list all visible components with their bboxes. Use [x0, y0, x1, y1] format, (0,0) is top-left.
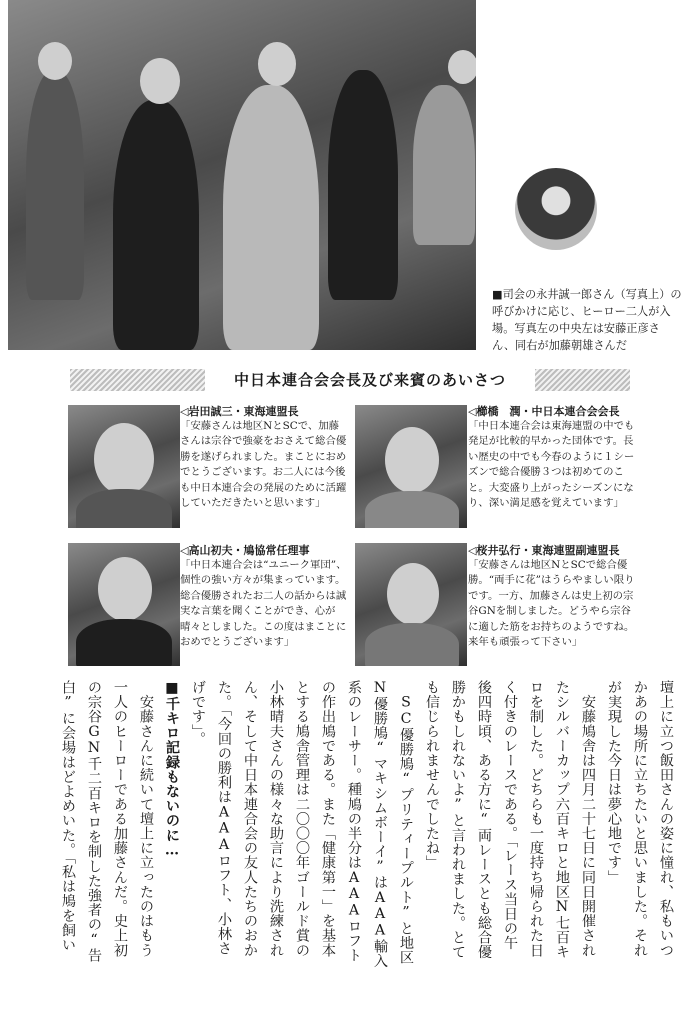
- body-column: SC優勝鳩“プリティープルト”と地区: [398, 680, 414, 965]
- speaker-text-sakurai: 「安藤さんは地区NとSCで総合優勝。“両手に花”はうらやましい限りです。一方、加藤さんは史上初の宗谷GNを制しました。どうやら宗谷に適した筋をお持ちのようですね。来年も頑張って下さい」: [468, 559, 635, 649]
- body-column: ん、そして中日本連合会の友人たちのおか: [242, 680, 258, 958]
- body-column: が実現した今日は夢心地です」: [606, 680, 622, 885]
- speaker-name-sakurai: ◁桜井弘行・東海連盟副連盟長: [468, 544, 620, 557]
- body-column: 系のレーサー。種鳩の半分はAAAロフト: [346, 680, 362, 963]
- speaker-photo-sakurai: [355, 543, 467, 666]
- speaker-photo-kushihashi: [355, 405, 467, 528]
- section-title: 中日本連合会会長及び来賓のあいさつ: [205, 369, 535, 391]
- body-column: 安藤さんに続いて壇上に立ったのはもう: [138, 680, 154, 958]
- body-column: の作出鳩である。また「健康第一」を基本: [320, 680, 336, 958]
- body-column: た。「今回の勝利はAAAロフト、小林さ: [216, 680, 232, 956]
- emcee-portrait: [515, 168, 597, 250]
- body-column: 小林晴夫さんの様々な助言により洗練され: [268, 680, 284, 958]
- body-column: も信じられませんでしたね」: [424, 680, 440, 870]
- body-column: く付きのレースである。「レース当日の午: [502, 680, 518, 951]
- speaker-name-iwata: ◁岩田誠三・東海連盟長: [180, 405, 299, 418]
- top-photo-caption: ■司会の永井誠一郎さん（写真上）の呼びかけに応じ、ヒーロー二人が入場。写真左の中央左は安藤正彦さん、同右が加藤朝雄さんだ: [492, 288, 682, 352]
- body-column: 勝かもしれないよ”と言われました。とて: [450, 680, 466, 960]
- body-column: 後四時頃、ある方に“両レースとも総合優: [476, 680, 492, 960]
- speaker-name-takayama: ◁高山初夫・鳩協常任理事: [180, 544, 310, 557]
- body-column: げです」。: [190, 680, 206, 746]
- body-column: 壇上に立つ飯田さんの姿に憧れ、私もいつ: [658, 680, 674, 958]
- speaker-photo-iwata: [68, 405, 180, 528]
- speaker-name-kushihashi: ◁櫛橋 潤・中日本連合会会長: [468, 405, 620, 418]
- body-column: かあの場所に立ちたいと思いました。それ: [632, 680, 648, 958]
- article-body: [44, 680, 676, 996]
- body-column: 安藤鳩舎は四月二十七日に同日開催され: [580, 680, 596, 958]
- body-column: とする鳩舎管理は二〇〇〇年ゴールド賞の: [294, 680, 310, 958]
- body-column: N優勝鳩“マキシムボーイ”はAAA輸入: [372, 680, 388, 969]
- body-column: 一人のヒーローである加藤さんだ。史上初: [112, 680, 128, 958]
- subheading: ■千キロ記録もないのに…: [164, 680, 180, 859]
- body-column: 白”に会場はどよめいた。「私は鳩を飼い: [60, 680, 76, 953]
- ceremony-photo: [8, 0, 476, 350]
- speaker-text-iwata: 「安藤さんは地区NとSCで、加藤さんは宗谷で強豪をおさえて総合優勝を遂げられました。まことにおめでとうございます。お二人には今後も中日本連合会の発展のために活躍していただきたいと思います」: [180, 420, 347, 510]
- body-column: の宗谷GN千二百キロを制した強者の“告: [86, 680, 102, 963]
- speaker-text-takayama: 「中日本連合会は“ユニーク軍団”、個性の強い方々が集まっています。総合優勝されたお二人の話からは誠実な言葉を聞くことができ、心が晴々としました。この度はまことにおめでとうございます」: [180, 559, 347, 649]
- speaker-text-kushihashi: 「中日本連合会は東海連盟の中でも発足が比較的早かった団体です。長い歴史の中でも今春のように１シーズンで総合優勝３つは初めてのこと。大変盛り上がったシーズンになり、深い満足感を覚えています」: [468, 420, 635, 510]
- body-column: たシルバーカップ六百キロと地区N七百キ: [554, 680, 570, 960]
- speaker-photo-takayama: [68, 543, 180, 666]
- body-column: ロを制した。どちらも一度持ち帰られた日: [528, 680, 544, 958]
